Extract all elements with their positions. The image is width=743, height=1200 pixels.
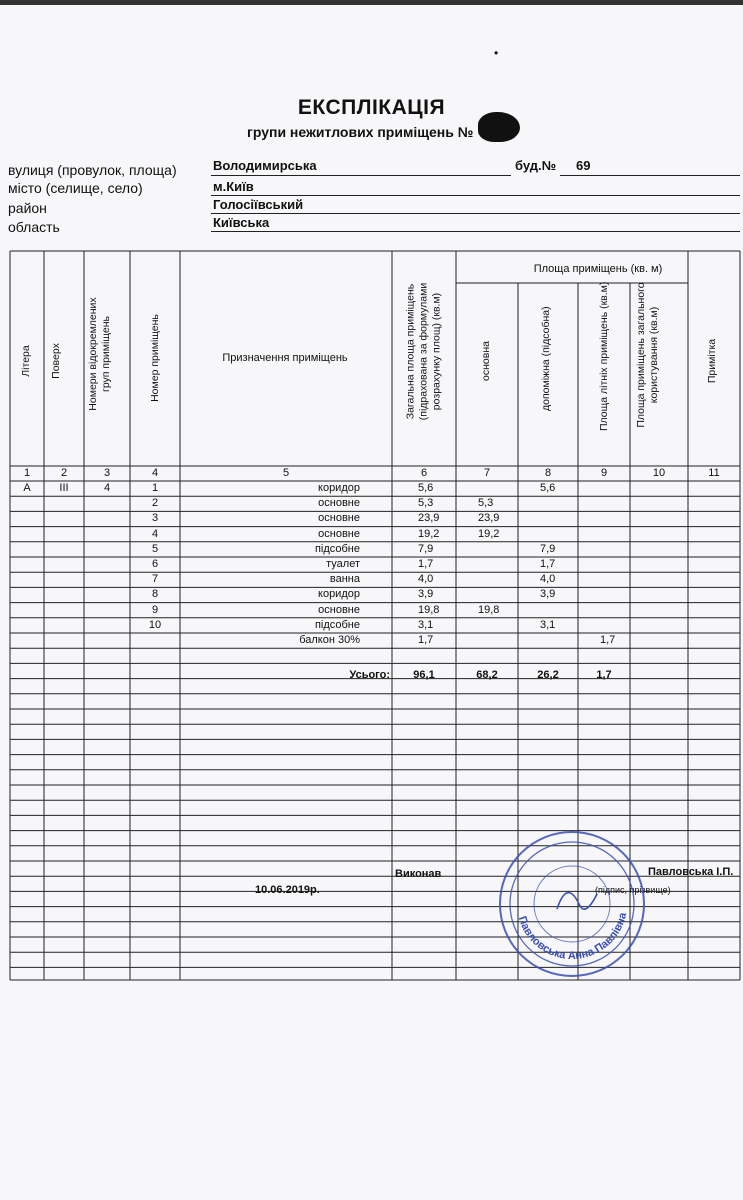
cell-purpose-row-8: коридор — [318, 588, 360, 601]
stamp-name-text: Павловська Анна Павлівна — [515, 911, 630, 962]
cell-purpose-row-5: підсобне — [314, 542, 360, 555]
district-value: Голосіївський — [213, 197, 304, 212]
executor-name: Павловська І.П. — [648, 866, 734, 878]
cell-litera-row-1: А — [23, 482, 31, 494]
header-main: основна — [480, 341, 492, 381]
totals-label: Усього: — [349, 669, 390, 681]
column-number-9: 9 — [600, 467, 608, 479]
column-number-8: 8 — [544, 467, 552, 479]
column-number-2: 2 — [60, 467, 68, 479]
cell-room-row-2: 2 — [151, 497, 159, 510]
region-value: Київська — [213, 215, 270, 230]
region-label: область — [8, 219, 60, 235]
official-stamp — [497, 829, 647, 979]
cell-room-row-5: 5 — [151, 542, 159, 555]
column-number-10: 10 — [652, 467, 666, 479]
column-number-1: 1 — [23, 467, 31, 479]
signature-caption: (підпис, прізвище) — [595, 885, 671, 895]
cell-total-row-3: 23,9 — [418, 512, 440, 525]
cell-purpose-row-10: підсобне — [314, 618, 360, 631]
cell-total-row-1: 5,6 — [418, 482, 434, 494]
cell-total-row-9: 19,8 — [418, 603, 440, 616]
building-value: 69 — [576, 158, 591, 173]
header-total-area: Загальна площа приміщень (підрахована за формулами розрахунку площ) (кв.м) — [404, 282, 443, 421]
cell-total-row-4: 19,2 — [418, 527, 440, 540]
cell-room-row-4: 4 — [151, 527, 159, 540]
cell-total-row-2: 5,3 — [418, 497, 434, 510]
document-title: ЕКСПЛІКАЦІЯ — [297, 96, 446, 119]
header-summer: Площа літніх приміщень (кв.м) — [598, 281, 610, 431]
column-number-5: 5 — [282, 467, 290, 479]
totals-main: 68,2 — [476, 669, 498, 681]
cell-total-row-7: 4,0 — [418, 573, 434, 586]
cell-room-row-3: 3 — [151, 512, 159, 525]
cell-aux-row-5: 7,9 — [540, 542, 556, 555]
cell-purpose-row-3: основне — [318, 512, 360, 525]
cell-purpose-row-1: коридор — [318, 482, 360, 494]
document-date: 10.06.2019р. — [255, 884, 320, 896]
speck-mark: • — [494, 46, 499, 60]
cell-main-row-2: 5,3 — [478, 497, 494, 510]
cell-total-row-6: 1,7 — [418, 558, 434, 570]
header-note: Примітка — [706, 338, 718, 384]
cell-aux-row-8: 3,9 — [540, 588, 556, 601]
cell-room-row-8: 8 — [151, 588, 159, 601]
cell-purpose-row-9: основне — [318, 603, 360, 616]
cell-aux-row-1: 5,6 — [540, 482, 556, 494]
column-number-6: 6 — [420, 467, 428, 479]
header-room-number: Номер приміщень — [149, 314, 161, 402]
cell-total-row-11: 1,7 — [418, 634, 434, 646]
cell-purpose-row-7: ванна — [329, 573, 360, 586]
executed-label: Виконав — [395, 868, 442, 880]
cell-main-row-4: 19,2 — [478, 527, 500, 540]
column-number-3: 3 — [103, 467, 111, 479]
column-number-11: 11 — [708, 467, 720, 479]
cell-room-row-1: 1 — [151, 482, 159, 494]
column-number-4: 4 — [151, 467, 159, 479]
cell-aux-row-10: 3,1 — [540, 618, 556, 631]
street-value: Володимирська — [213, 158, 317, 173]
cell-room-row-6: 6 — [151, 558, 159, 570]
district-label: район — [8, 200, 47, 216]
document-subtitle: групи нежитлових приміщень № — [247, 124, 474, 140]
street-label: вулиця (провулок, площа) — [8, 162, 177, 178]
header-area-group: Площа приміщень (кв. м) — [533, 263, 663, 275]
header-litera: Літера — [20, 345, 32, 377]
cell-total-row-5: 7,9 — [418, 542, 434, 555]
cell-aux-row-7: 4,0 — [540, 573, 556, 586]
cell-purpose-row-11: балкон 30% — [299, 634, 360, 646]
header-auxiliary: допоміжна (підсобна) — [540, 306, 552, 411]
header-purpose: Призначення приміщень — [222, 352, 348, 364]
totals-aux: 26,2 — [537, 669, 559, 681]
cell-group-row-1: 4 — [103, 482, 111, 494]
cell-main-row-3: 23,9 — [478, 512, 500, 525]
cell-purpose-row-2: основне — [318, 497, 360, 510]
city-value: м.Київ — [213, 179, 254, 194]
city-label: місто (селище, село) — [8, 180, 143, 196]
header-group-numbers: Номери відокремлених груп приміщень — [87, 297, 112, 411]
cell-room-row-10: 10 — [148, 618, 162, 631]
header-floor: Поверх — [50, 343, 62, 379]
cell-floor-row-1: III — [59, 482, 69, 494]
cell-total-row-10: 3,1 — [418, 618, 434, 631]
header-common: Площа приміщень загального користування (кв.м) — [635, 282, 660, 428]
cell-aux-row-6: 1,7 — [540, 558, 556, 570]
cell-total-row-8: 3,9 — [418, 588, 434, 601]
cell-purpose-row-6: туалет — [326, 558, 360, 570]
cell-summer-row-11: 1,7 — [600, 634, 616, 646]
cell-purpose-row-4: основне — [318, 527, 360, 540]
building-label: буд.№ — [515, 158, 557, 173]
column-number-7: 7 — [483, 467, 491, 479]
totals-total: 96,1 — [413, 669, 435, 681]
cell-room-row-9: 9 — [151, 603, 159, 616]
svg-text:Павловська Анна Павлівна — [516, 911, 630, 962]
cell-main-row-9: 19,8 — [478, 603, 500, 616]
cell-room-row-7: 7 — [151, 573, 159, 586]
totals-summer: 1,7 — [596, 669, 612, 681]
